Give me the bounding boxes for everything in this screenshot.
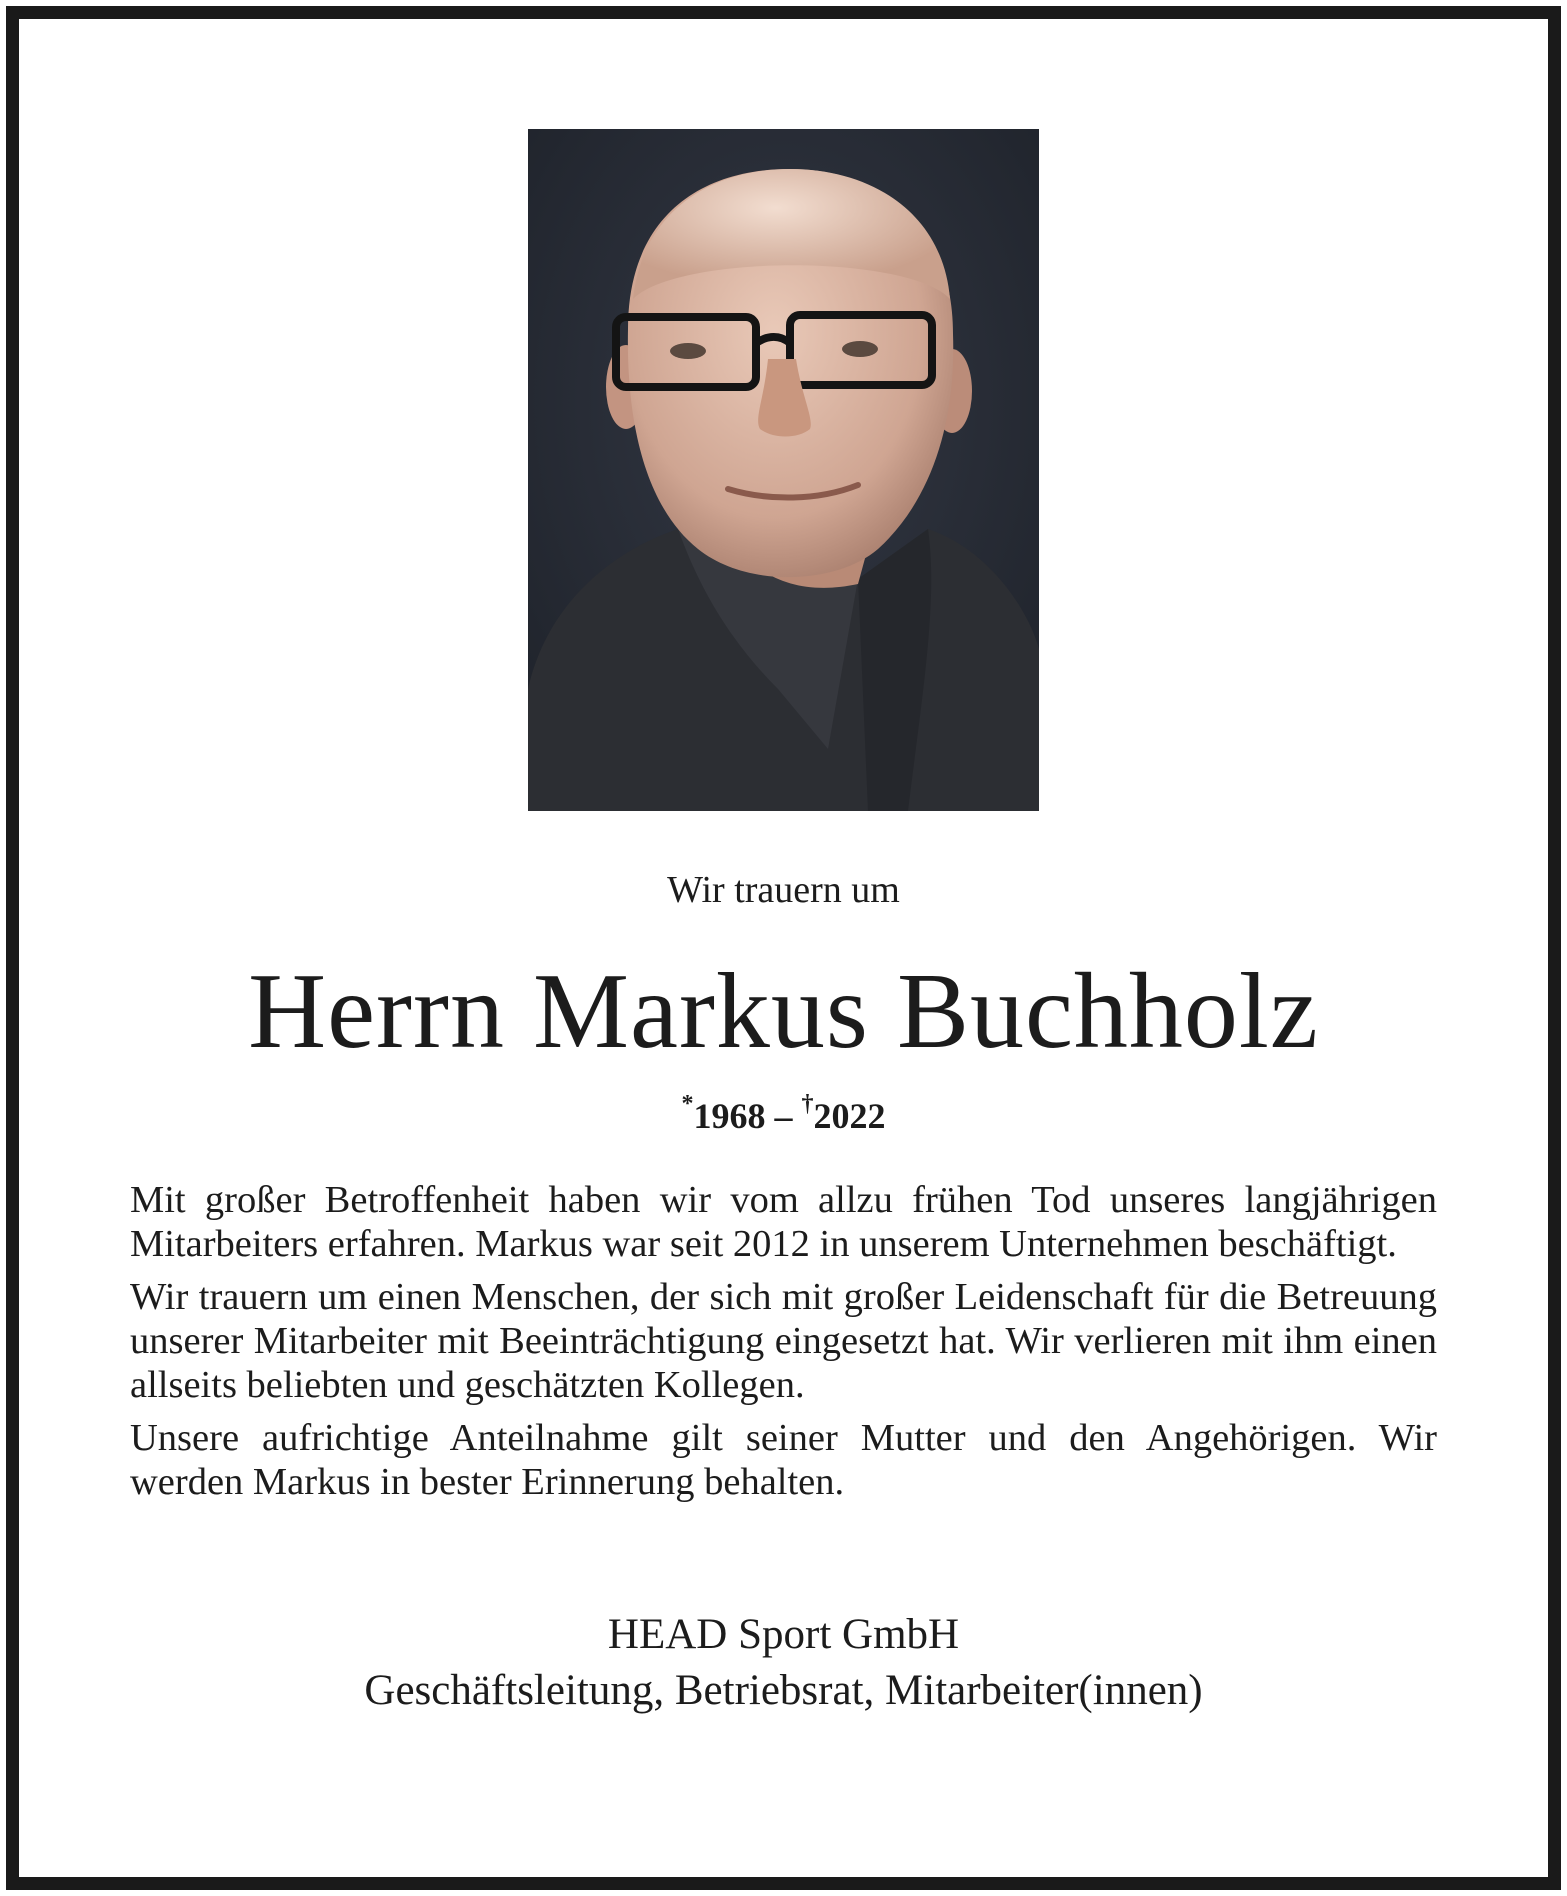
date-separator: – [765,1096,802,1136]
body-paragraph-1: Mit großer Betroffenheit haben wir vom allzu frühen Tod unseres langjährigen Mitarbeiters erfahren. Markus war seit 2012 in unserem Unternehmen beschäftigt. [130,1179,1437,1265]
deceased-name: Herrn Markus Buchholz [248,952,1319,1071]
body-paragraph-2: Wir trauern um einen Menschen, der sich mit großer Leidenschaft für die Betreuung unserer Mitarbeiter mit Beeinträchtigung eingesetzt hat. Wir verlieren mit ihm einen allseits beliebten und geschätzten Kollegen. [130,1276,1437,1406]
obituary-body [130,1178,1437,1513]
death-symbol: † [801,1091,814,1117]
death-year: 2022 [813,1096,886,1136]
signature-mourners: Geschäftsleitung, Betriebsrat, Mitarbeiter(innen) [364,1667,1203,1714]
birth-year: 1968 [693,1096,766,1136]
intro-text: Wir trauern um [667,869,900,911]
body-paragraph-3: Unsere aufrichtige Anteilnahme gilt seiner Mutter und den Angehörigen. Wir werden Markus in bester Erinnerung behalten. [130,1417,1437,1503]
signature-company: HEAD Sport GmbH [607,1611,960,1658]
portrait-photo [528,129,1039,811]
birth-symbol: * [681,1091,694,1117]
portrait-illustration [528,129,1039,811]
life-dates [0,1085,1567,1139]
